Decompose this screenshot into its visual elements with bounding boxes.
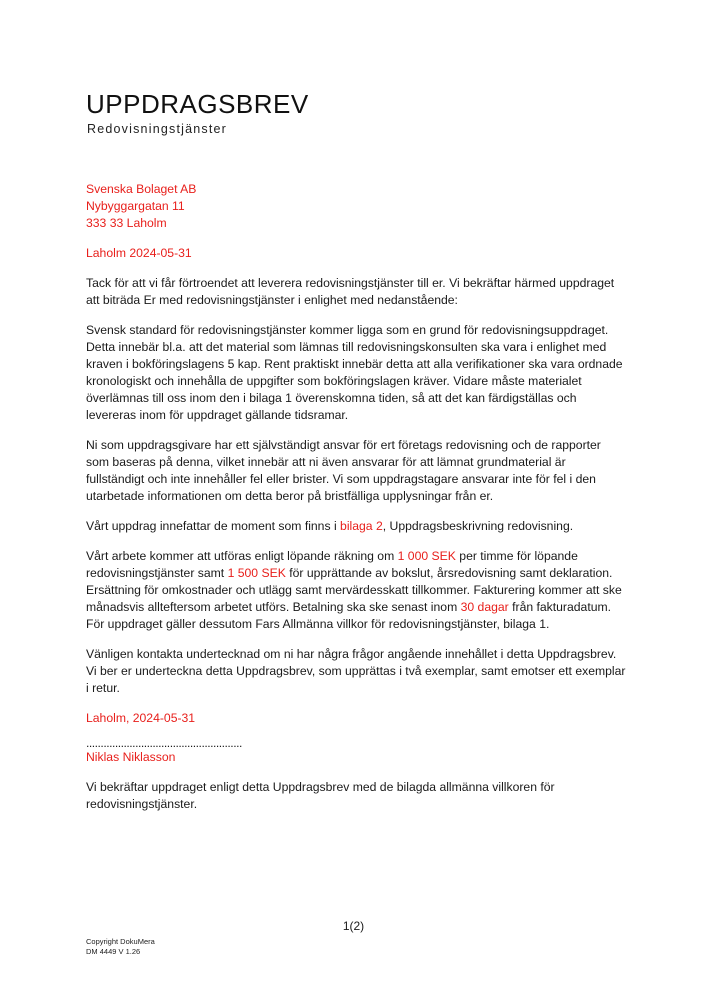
document-version: DM 4449 V 1.26 (86, 947, 141, 956)
contact-paragraph: Vänligen kontakta undertecknad om ni har några frågor angående innehållet i detta Uppdragsbrev. Vi ber er underteckna detta Uppdragsbrev, som upprättas i två exemplar, samt emotser ett exemplar i retur. (86, 647, 626, 695)
fees-text-d: från fakturadatum. För uppdraget gäller dessutom Fars Allmänna villkor för redovisningstjänster, bilaga 1. (86, 600, 612, 631)
fees-paragraph (86, 548, 626, 633)
payment-terms-days: 30 dagar (460, 600, 509, 614)
scope-paragraph (86, 518, 626, 535)
signatory-name: Niklas Niklasson (86, 750, 176, 764)
scope-text-post: , Uppdragsbeskrivning redovisning. (382, 519, 574, 533)
letter-date: Laholm 2024-05-31 (86, 246, 192, 260)
signature-place-date: Laholm, 2024-05-31 (86, 711, 196, 725)
signature-line: ...................................................... (86, 736, 242, 750)
recipient-postal: 333 33 Laholm (86, 216, 167, 230)
copyright-text: Copyright DokuMera (86, 937, 155, 946)
document-subtitle: Redovisningstjänster (87, 122, 228, 136)
page-number: 1(2) (342, 919, 365, 933)
fees-text-a: Vårt arbete kommer att utföras enligt löpande räkning om (86, 549, 398, 563)
intro-paragraph: Tack för att vi får förtroendet att leverera redovisningstjänster till er. Vi bekräftar härmed uppdraget att biträda Er med redovisningstjänster i enlighet med nedanstående: (86, 276, 615, 307)
confirmation-paragraph: Vi bekräftar uppdraget enligt detta Uppdragsbrev med de bilagda allmänna villkoren för redovisningstjänster. (86, 780, 555, 811)
copyright-footer (86, 937, 155, 957)
signature-block (86, 737, 626, 766)
appendix-2-reference: bilaga 2 (340, 519, 383, 533)
responsibility-paragraph: Ni som uppdragsgivare har ett självständigt ansvar för ert företags redovisning och de rapporter som baseras på denna, vilket innebär att ni även ansvarar för att lämnat grundmaterial är fullständigt och inte innehåller fel eller brister. Vi som uppdragstagare ansvarar inte för fel i den utarbetade informationen om detta beror på bristfälliga upplysningar från er. (86, 438, 601, 503)
recipient-address (86, 181, 626, 232)
hourly-rate-current: 1 000 SEK (397, 549, 456, 563)
fees-text-c: för upprättande av bokslut, årsredovisning samt deklaration. Ersättning för omkostnader och utlägg samt mervärdesskatt tillkommer. Fakturering kommer att ske månadsvis allteftersom arbetet utförs. Betalning ska ske senast inom (86, 566, 622, 614)
letter-body (86, 181, 626, 826)
recipient-company: Svenska Bolaget AB (86, 182, 197, 196)
fees-text-b: per timme för löpande redovisningstjänster samt (86, 549, 578, 580)
standard-paragraph: Svensk standard för redovisningstjänster kommer ligga som en grund för redovisningsuppdraget. Detta innebär bl.a. att det material som lämnas till redovisningskonsulten ska vara i enlighet med kraven i bokföringslagens 5 kap. Rent praktiskt innebär detta att alla verifikationer ska vara ordnade kronologiskt och innehålla de uppgifter som bokföringslagen kräver. Vidare måste materialet överlämnas till oss inom den i bilaga 1 överenskomna tiden, så att det kan färdigställas och levereras inom för uppdraget gällande tidsramar. (86, 323, 623, 422)
recipient-street: Nybyggargatan 11 (86, 199, 185, 213)
scope-text-pre: Vårt uppdrag innefattar de moment som finns i (86, 519, 341, 533)
hourly-rate-closing: 1 500 SEK (227, 566, 286, 580)
document-title: UPPDRAGSBREV (86, 89, 309, 119)
